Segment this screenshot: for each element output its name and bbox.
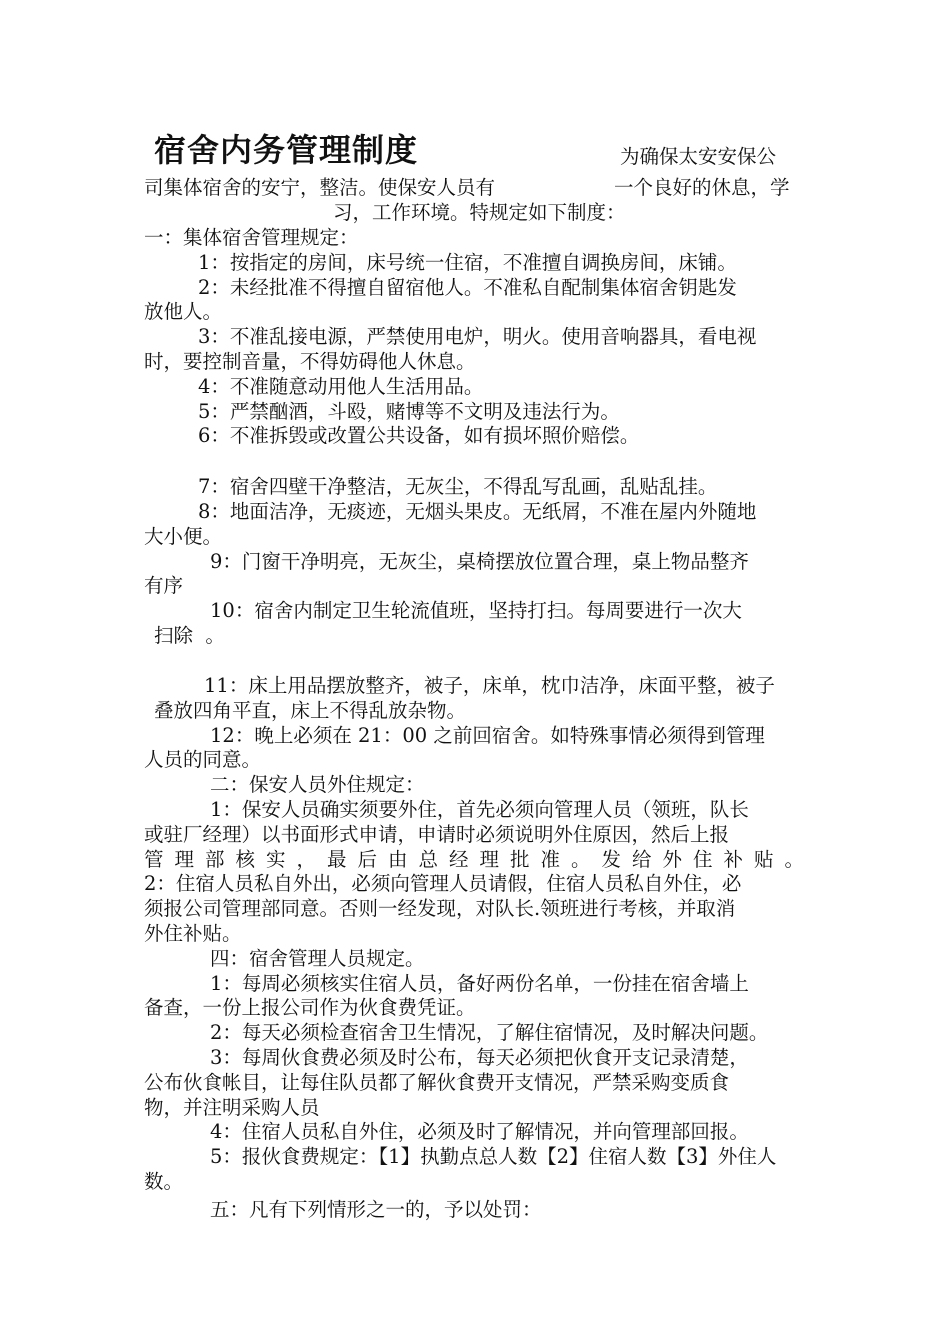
text-line: 习，工作环境。特规定如下制度：: [333, 201, 626, 224]
text-line: 10：宿舍内制定卫生轮流值班，坚持打扫。每周要进行一次大: [210, 599, 742, 622]
text-line: 时，要控制音量，不得妨碍他人休息。: [144, 350, 476, 373]
text-line: 须报公司管理部同意。否则一经发现，对队长.领班进行考核，并取消: [144, 897, 736, 920]
text-line: 管理部核实，最后由总经理批准。发给外住补贴。: [144, 848, 804, 871]
text-line: 5：严禁酗酒，斗殴，赌博等不文明及违法行为。: [198, 400, 620, 423]
text-line: 外住补贴。: [144, 922, 242, 945]
text-line: 1：保安人员确实须要外住，首先必须向管理人员（领班，队长: [210, 798, 749, 821]
text-line: 一个良好的休息，学: [614, 176, 790, 199]
text-line: 放他人。: [144, 300, 223, 323]
text-line: 有序: [144, 574, 184, 597]
text-line: 1：按指定的房间，床号统一住宿，不准擅自调换房间，床铺。: [198, 251, 737, 274]
text-line: 司集体宿舍的安宁，整洁。使保安人员有: [144, 176, 496, 199]
text-line: 6：不准拆毁或改置公共设备，如有损坏照价赔偿。: [198, 424, 640, 447]
text-line: 3：不准乱接电源，严禁使用电炉，明火。使用音响器具，看电视: [198, 325, 757, 348]
text-line: 4：住宿人员私自外住，必须及时了解情况，并向管理部回报。: [210, 1120, 749, 1143]
text-line: 大小便。: [144, 525, 223, 548]
text-line: 数。: [144, 1170, 184, 1193]
text-line: 人员的同意。: [144, 748, 262, 771]
text-line: 2：住宿人员私自外出，必须向管理人员请假，住宿人员私自外住，必: [144, 872, 742, 895]
text-line: 2：未经批准不得擅自留宿他人。不准私自配制集体宿舍钥匙发: [198, 276, 737, 299]
section-heading: 一：集体宿舍管理规定：: [144, 226, 359, 249]
text-line: 7：宿舍四壁干净整洁，无灰尘，不得乱写乱画，乱贴乱挂。: [198, 475, 718, 498]
text-line: 5：报伙食费规定：【1】执勤点总人数【2】住宿人数【3】外住人: [210, 1145, 777, 1168]
text-line: 12：晚上必须在 21：00 之前回宿舍。如特殊事情必须得到管理: [210, 724, 765, 747]
text-line: 11：床上用品摆放整齐，被子，床单，枕巾洁净，床面平整，被子: [204, 674, 775, 697]
section-heading: 五：凡有下列情形之一的，予以处罚：: [210, 1198, 542, 1221]
text-line: 9：门窗干净明亮，无灰尘，桌椅摆放位置合理，桌上物品整齐: [210, 550, 749, 573]
document-title: 宿舍内务管理制度: [154, 131, 419, 169]
text-line: 备查，一份上报公司作为伙食费凭证。: [144, 996, 476, 1019]
text-line: 2：每天必须检查宿舍卫生情况，了解住宿情况，及时解决问题。: [210, 1021, 769, 1044]
text-line: 3：每周伙食费必须及时公布，每天必须把伙食开支记录清楚，: [210, 1046, 749, 1069]
text-line: 扫除 。: [154, 624, 225, 647]
text-line: 或驻厂经理）以书面形式申请，申请时必须说明外住原因，然后上报: [144, 823, 730, 846]
text-line: 1：每周必须核实住宿人员，备好两份名单，一份挂在宿舍墙上: [210, 972, 749, 995]
section-heading: 二：保安人员外住规定：: [210, 773, 425, 796]
text-line: 物，并注明采购人员: [144, 1096, 320, 1119]
text-line: 叠放四角平直，床上不得乱放杂物。: [154, 699, 467, 722]
section-heading: 四：宿舍管理人员规定。: [210, 947, 425, 970]
text-line: 4：不准随意动用他人生活用品。: [198, 375, 484, 398]
text-line: 公布伙食帐目，让每住队员都了解伙食费开支情况，严禁采购变质食: [144, 1071, 730, 1094]
text-line: 8：地面洁净，无痰迹，无烟头果皮。无纸屑，不准在屋内外随地: [198, 500, 757, 523]
text-line: 为确保太安安保公: [620, 145, 777, 168]
